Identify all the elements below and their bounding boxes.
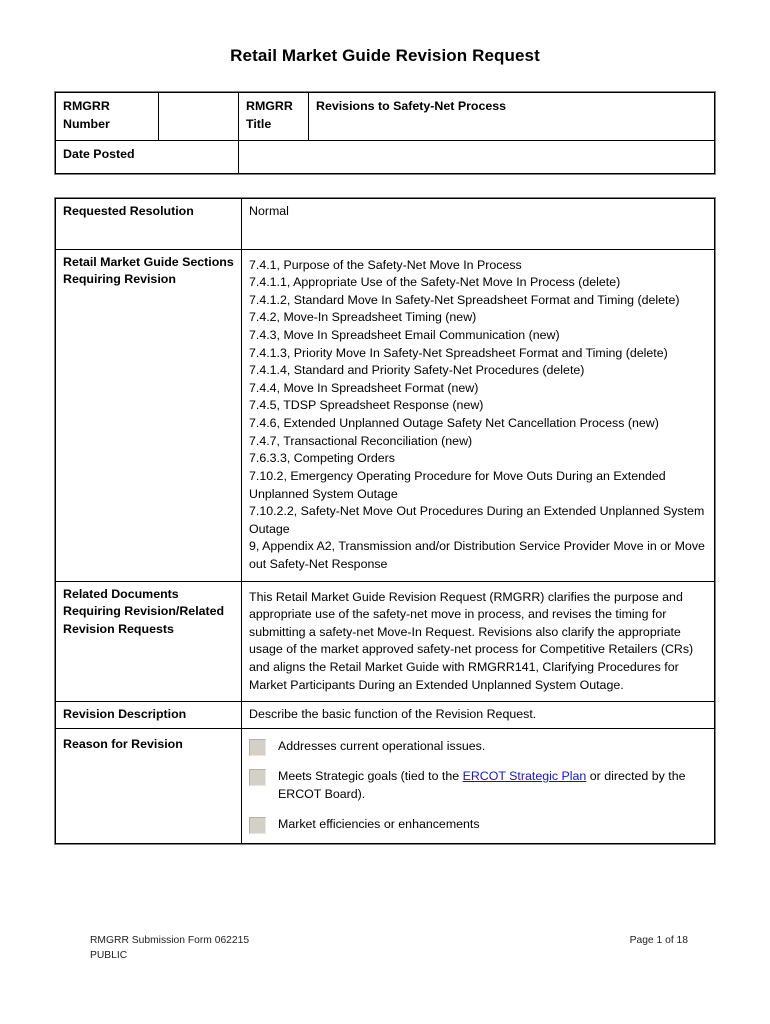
sections-requiring-revision-list: [242, 249, 715, 581]
section-list-item: 7.4.1.4, Standard and Priority Safety-Net Procedures (delete): [249, 363, 585, 378]
reason-option[interactable]: [249, 816, 707, 834]
checkbox-icon[interactable]: [249, 739, 266, 756]
section-list-item: 9, Appendix A2, Transmission and/or Distribution Service Provider Move in or Move out Safety-Net Response: [249, 539, 705, 571]
revision-description-value: Describe the basic function of the Revision Request.: [242, 702, 715, 729]
revision-description-label: Revision Description: [56, 702, 242, 729]
rmgrr-number-label: RMGRR Number: [56, 93, 159, 140]
section-list-item: 7.4.1, Purpose of the Safety-Net Move In Process: [249, 257, 522, 272]
section-list-item: 7.4.2, Move-In Spreadsheet Timing (new): [249, 310, 477, 325]
reason-option-text-before: Meets Strategic goals (tied to the: [278, 768, 463, 783]
requested-resolution-value: Normal: [242, 198, 715, 249]
reason-option[interactable]: [249, 768, 707, 804]
sections-requiring-revision-label: Retail Market Guide Sections Requiring Revision: [56, 249, 242, 581]
footer-left: [90, 934, 249, 963]
ercot-strategic-plan-link[interactable]: ERCOT Strategic Plan: [462, 768, 587, 783]
table-row-requested-resolution: [56, 198, 715, 249]
section-list-item: 7.4.4, Move In Spreadsheet Format (new): [249, 380, 479, 395]
checkbox-icon[interactable]: [249, 769, 266, 786]
identification-table: [55, 92, 715, 173]
reason-option[interactable]: [249, 738, 707, 756]
date-posted-value[interactable]: [239, 140, 715, 173]
reason-option-text-after: or directed by the ERCOT Board).: [278, 768, 686, 801]
footer-page-number: Page 1 of 18: [629, 935, 688, 946]
reason-for-revision-label: Reason for Revision: [56, 728, 242, 843]
header-table-container: [55, 92, 715, 173]
table-row-sections-requiring-revision: [56, 249, 715, 581]
table-row-reason-for-revision: [56, 728, 715, 843]
section-list-item: 7.4.1.3, Priority Move In Safety-Net Spreadsheet Format and Timing (delete): [249, 345, 668, 360]
footer-classification: PUBLIC: [90, 949, 128, 961]
requested-resolution-label: Requested Resolution: [56, 198, 242, 249]
page-title: Retail Market Guide Revision Request: [230, 46, 540, 65]
section-list-item: 7.4.1.1, Appropriate Use of the Safety-Net Move In Process (delete): [249, 275, 621, 290]
section-list-item: 7.10.2.2, Safety-Net Move Out Procedures During an Extended Unplanned System Outage: [249, 504, 705, 536]
section-list-item: 7.4.6, Extended Unplanned Outage Safety Net Cancellation Process (new): [249, 416, 659, 431]
table-row: [56, 140, 715, 173]
reason-checkbox-list: [249, 729, 707, 843]
rmgrr-title-value: Revisions to Safety-Net Process: [309, 93, 715, 140]
section-list-item: 7.4.7, Transactional Reconciliation (new): [249, 433, 473, 448]
reason-option-text-before: Market efficiencies or enhancements: [278, 816, 480, 831]
section-list-item: 7.10.2, Emergency Operating Procedure for Move Outs During an Extended Unplanned System Outage: [249, 468, 666, 501]
related-documents-value: This Retail Market Guide Revision Request (RMGRR) clarifies the purpose and appropriate use of the safety-net move in process, and revises the timing for submitting a safety-net Move-In Request. Revisions also clarify the appropriate usage of the market approved safety-net process for Competitive Retailers (CRs) and aligns the Retail Market Guide with RMGRR141, Clarifying Procedures for Market Participants During an Extended Unplanned System Outage.: [242, 581, 715, 702]
revision-request-table: [55, 198, 715, 844]
reason-for-revision-options: [242, 728, 715, 843]
reason-option-label: [278, 738, 485, 756]
reason-option-text-before: Addresses current operational issues.: [278, 738, 486, 753]
section-list-item: 7.4.1.2, Standard Move In Safety-Net Spreadsheet Format and Timing (delete): [249, 292, 680, 307]
rmgrr-title-label: RMGRR Title: [239, 93, 309, 140]
table-row: [56, 93, 715, 140]
reason-option-label: [278, 768, 707, 804]
checkbox-icon[interactable]: [249, 817, 266, 834]
main-table-container: [55, 198, 715, 844]
reason-option-label: [278, 816, 480, 834]
section-list-item: 7.4.3, Move In Spreadsheet Email Communication (new): [249, 328, 560, 343]
related-documents-label: Related Documents Requiring Revision/Related Revision Requests: [56, 581, 242, 702]
date-posted-label: Date Posted: [56, 140, 239, 173]
section-list-item: 7.4.5, TDSP Spreadsheet Response (new): [249, 398, 484, 413]
page-footer: [90, 934, 715, 963]
table-row-related-documents: [56, 581, 715, 702]
rmgrr-number-value[interactable]: [159, 93, 239, 140]
table-row-revision-description: [56, 702, 715, 729]
footer-form-id: RMGRR Submission Form 062215: [90, 935, 250, 946]
section-list-item: 7.6.3.3, Competing Orders: [249, 451, 396, 466]
